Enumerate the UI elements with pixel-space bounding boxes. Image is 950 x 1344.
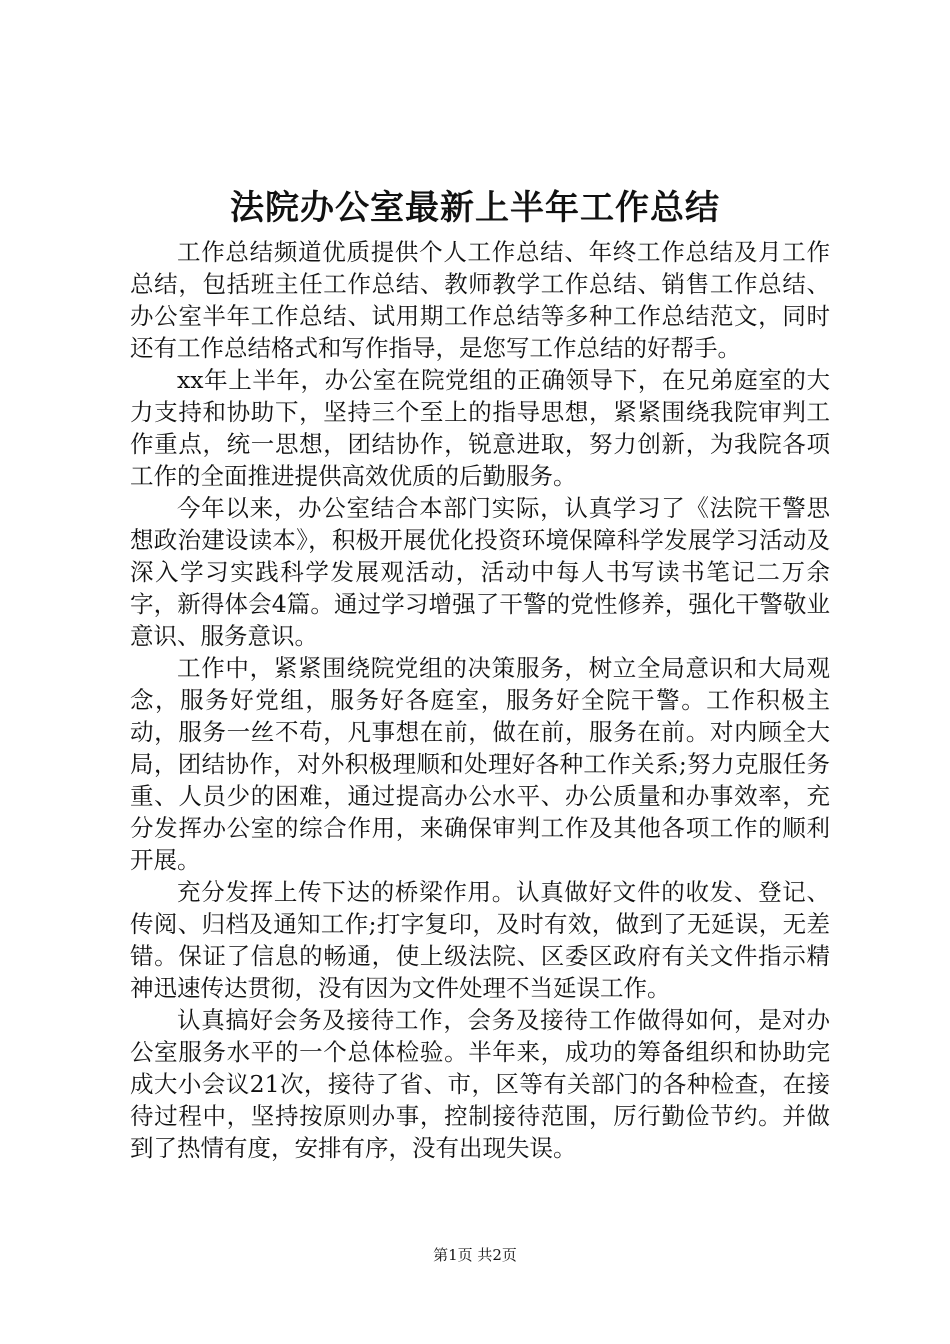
document-title: 法院办公室最新上半年工作总结 bbox=[230, 188, 720, 228]
paragraph-overview: xx年上半年，办公室在院党组的正确领导下，在兄弟庭室的大力支持和协助下，坚持三个至上的指导思想，紧紧围绕我院审判工作重点，统一思想，团结协作，锐意进取，努力创新，为我院各项工作的全面推进提供高效优质的后勤服务。 bbox=[130, 366, 830, 490]
paragraph-intro: 工作总结频道优质提供个人工作总结、年终工作总结及月工作总结，包括班主任工作总结、教师教学工作总结、销售工作总结、办公室半年工作总结、试用期工作总结等多种工作总结范文，同时还有工作总结格式和写作指导，是您写工作总结的好帮手。 bbox=[130, 238, 830, 362]
paragraph-documents: 充分发挥上传下达的桥梁作用。认真做好文件的收发、登记、传阅、归档及通知工作;打字复印，及时有效，做到了无延误，无差错。保证了信息的畅通，使上级法院、区委区政府有关文件指示精神迅速传达贯彻，没有因为文件处理不当延误工作。 bbox=[130, 878, 830, 1002]
paragraph-study: 今年以来，办公室结合本部门实际，认真学习了《法院干警思想政治建设读本》，积极开展优化投资环境保障科学发展学习活动及深入学习实践科学发展观活动，活动中每人书写读书笔记二万余字，新得体会4篇。通过学习增强了干警的党性修养，强化干警敬业意识、服务意识。 bbox=[130, 494, 830, 650]
paragraph-service: 工作中，紧紧围绕院党组的决策服务，树立全局意识和大局观念，服务好党组，服务好各庭室，服务好全院干警。工作积极主动，服务一丝不苟，凡事想在前，做在前，服务在前。对内顾全大局，团结协作，对外积极理顺和处理好各种工作关系;努力克服任务重、人员少的困难，通过提高办公水平、办公质量和办事效率，充分发挥办公室的综合作用，来确保审判工作及其他各项工作的顺利开展。 bbox=[130, 654, 830, 874]
page-footer: 第1页 共2页 bbox=[433, 1246, 517, 1264]
paragraph-reception: 认真搞好会务及接待工作，会务及接待工作做得如何，是对办公室服务水平的一个总体检验。半年来，成功的筹备组织和协助完成大小会议21次，接待了省、市，区等有关部门的各种检查，在接待过程中，坚持按原则办事，控制接待范围，厉行勤俭节约。并做到了热情有度，安排有序，没有出现失误。 bbox=[130, 1006, 830, 1162]
document-body bbox=[130, 236, 830, 1164]
